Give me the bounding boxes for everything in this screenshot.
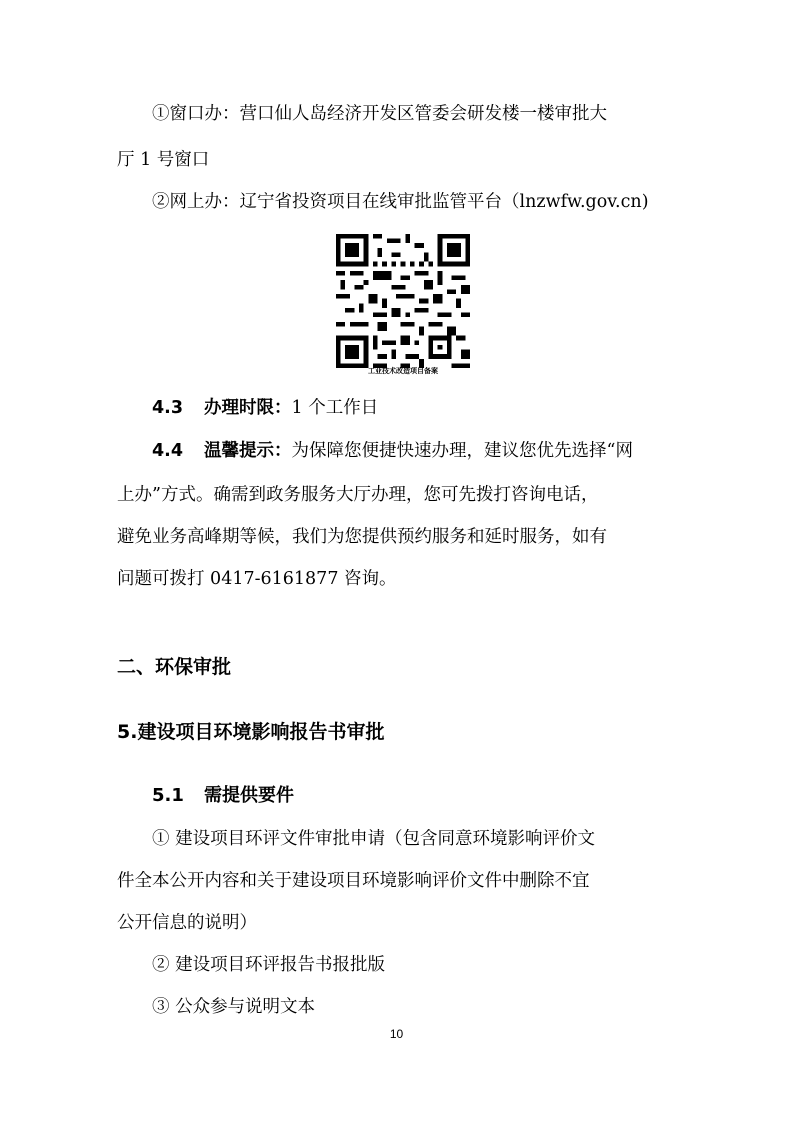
section-label: 需提供要件 bbox=[204, 785, 294, 806]
requirement-item-3: ③ 公众参与说明文本 bbox=[152, 997, 316, 1017]
qr-code-image bbox=[336, 234, 470, 368]
requirement-item-1-cont2: 公开信息的说明） bbox=[117, 913, 257, 933]
tip-line-4: 问题可拨打 0417-6161877 咨询。 bbox=[117, 569, 397, 589]
page-number: 10 bbox=[389, 1027, 404, 1041]
online-service-line: ②网上办：辽宁省投资项目在线审批监管平台（lnzwfw.gov.cn) bbox=[152, 192, 649, 212]
tip-line-2: 上办”方式。确需到政务服务大厅办理，您可先拨打咨询电话， bbox=[117, 485, 599, 505]
window-service-line: ①窗口办：营口仙人岛经济开发区管委会研发楼一楼审批大 bbox=[152, 104, 607, 124]
requirement-item-1-cont: 件全本公开内容和关于建设项目环境影响评价文件中删除不宜 bbox=[117, 871, 590, 891]
section-4-4 bbox=[152, 441, 712, 461]
tip-line-3: 避免业务高峰期等候，我们为您提供预约服务和延时服务，如有 bbox=[117, 527, 607, 547]
section-number: 4.3 bbox=[152, 398, 184, 418]
section-text: 1 个工作日 bbox=[291, 398, 379, 418]
requirement-item-1: ① 建设项目环评文件审批申请（包含同意环境影响评价文 bbox=[152, 829, 596, 849]
requirement-item-2: ② 建设项目环评报告书报批版 bbox=[152, 955, 386, 975]
window-service-line-cont: 厅 1 号窗口 bbox=[117, 150, 210, 170]
section-5-1 bbox=[152, 786, 712, 806]
section-text: 为保障您便捷快速办理，建议您优先选择“网 bbox=[291, 441, 633, 461]
qr-caption: 工业技术改造项目备案 bbox=[368, 367, 438, 375]
heading-eia-report: 5.建设项目环境影响报告书审批 bbox=[117, 721, 385, 743]
section-number: 5.1 bbox=[152, 785, 184, 806]
section-number: 4.4 bbox=[152, 441, 184, 461]
section-4-3 bbox=[152, 398, 712, 418]
heading-environmental-approval: 二、环保审批 bbox=[117, 656, 232, 678]
section-label: 温馨提示： bbox=[204, 441, 292, 461]
section-label: 办理时限： bbox=[204, 398, 292, 418]
